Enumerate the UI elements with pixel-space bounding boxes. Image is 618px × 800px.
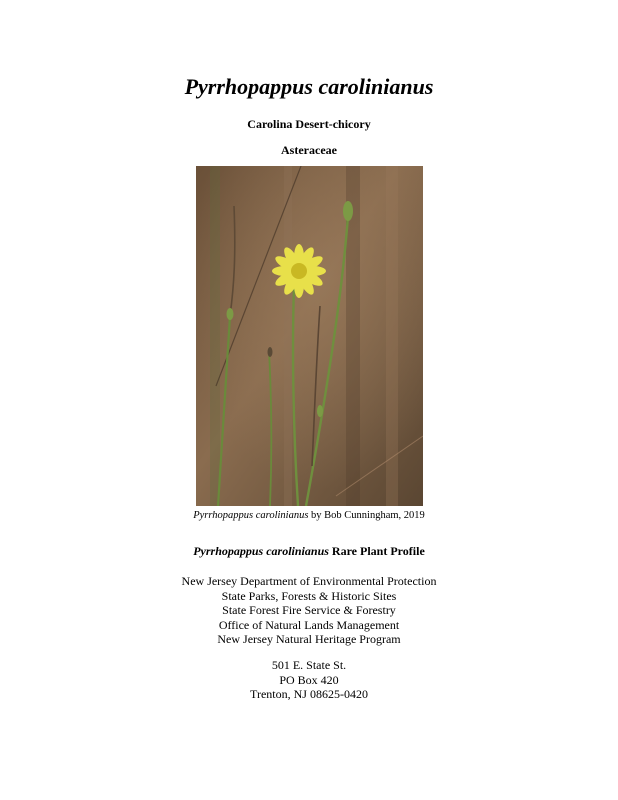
caption-species: Pyrrhopappus carolinianus [193, 510, 309, 521]
caption-credit: by Bob Cunningham, 2019 [308, 510, 425, 521]
address-line: PO Box 420 [279, 672, 339, 687]
agency-block [0, 574, 618, 647]
family-name: Asteraceae [281, 143, 337, 157]
agency-line: New Jersey Department of Environmental Protection [181, 574, 437, 588]
address-line: 501 E. State St. [271, 658, 347, 672]
photo-caption [0, 509, 618, 523]
address-block [0, 658, 618, 702]
profile-suffix: Rare Plant Profile [328, 544, 425, 558]
agency-line: State Forest Fire Service & Forestry [222, 603, 396, 618]
agency-line: State Parks, Forests & Historic Sites [221, 588, 397, 603]
agency-line: New Jersey Natural Heritage Program [217, 632, 401, 647]
address-line: Trenton, NJ 08625-0420 [250, 687, 368, 702]
common-name: Carolina Desert-chicory [247, 117, 371, 131]
profile-title [0, 543, 618, 559]
plant-photo-image [196, 166, 423, 506]
document-title: Pyrrhopappus carolinianus [184, 74, 434, 99]
profile-species: Pyrrhopappus carolinianus [193, 544, 329, 558]
plant-photo [196, 166, 423, 506]
agency-line: Office of Natural Lands Management [218, 617, 400, 632]
